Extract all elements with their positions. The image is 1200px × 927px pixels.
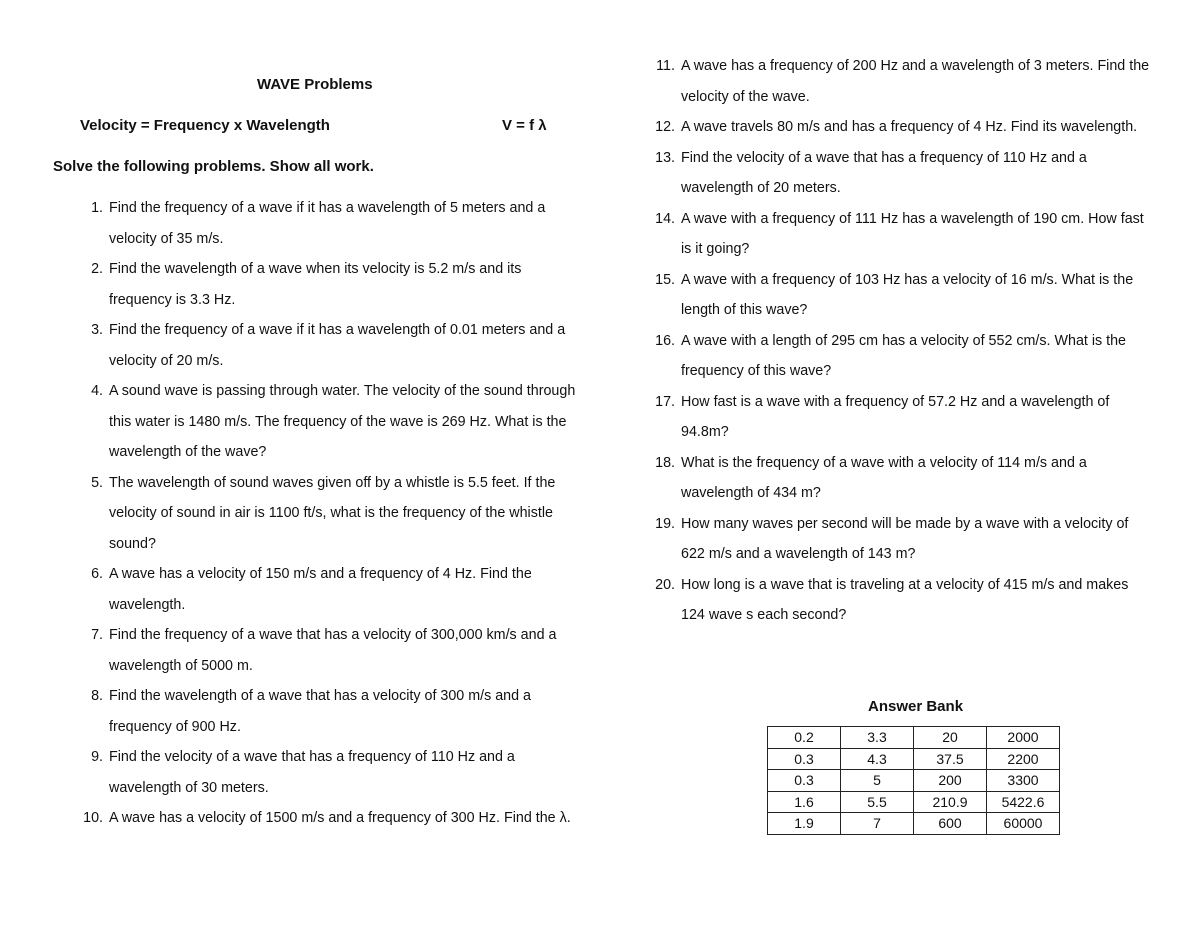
- problem-number: 10.: [83, 810, 103, 826]
- problem-number: 16.: [655, 332, 675, 349]
- table-cell: 60000: [987, 813, 1060, 835]
- problem-number: 6.: [91, 566, 103, 582]
- problem-item: [81, 468, 581, 560]
- instructions: Solve the following problems. Show all work.: [53, 158, 374, 175]
- problem-number: 20.: [655, 576, 675, 593]
- problem-item: [81, 559, 581, 620]
- problem-text: A wave has a velocity of 1500 m/s and a frequency of 300 Hz. Find the λ.: [109, 810, 571, 826]
- table-cell: 3300: [987, 770, 1060, 792]
- table-cell: 0.3: [768, 770, 841, 792]
- problem-number: 7.: [91, 627, 103, 643]
- problem-text: A wave with a frequency of 111 Hz has a wavelength of 190 cm. How fast is it going?: [681, 210, 1144, 257]
- table-cell: 7: [841, 813, 914, 835]
- problem-item: [81, 376, 581, 468]
- table-cell: 1.6: [768, 791, 841, 813]
- problem-text: How long is a wave that is traveling at a velocity of 415 m/s and makes 124 wave s each second?: [681, 576, 1129, 623]
- table-row: [768, 791, 1060, 813]
- problem-text: A sound wave is passing through water. The velocity of the sound through this water is 1480 m/s. The frequency of the wave is 269 Hz. What is the wavelength of the wave?: [109, 383, 576, 460]
- problem-number: 1.: [91, 200, 103, 216]
- problem-number: 4.: [91, 383, 103, 399]
- problem-text: Find the velocity of a wave that has a frequency of 110 Hz and a wavelength of 20 meters.: [681, 149, 1087, 196]
- problem-list-right: [653, 51, 1153, 631]
- problem-text: What is the frequency of a wave with a velocity of 114 m/s and a wavelength of 434 m?: [681, 454, 1087, 501]
- problem-text: Find the frequency of a wave that has a velocity of 300,000 km/s and a wavelength of 5000 m.: [109, 627, 557, 674]
- problem-item: [81, 254, 581, 315]
- formula-symbol: V = f λ: [502, 117, 547, 134]
- problem-item: [653, 387, 1153, 448]
- problem-text: Find the wavelength of a wave that has a velocity of 300 m/s and a frequency of 900 Hz.: [109, 688, 532, 735]
- table-cell: 210.9: [914, 791, 987, 813]
- problem-item: [81, 803, 581, 834]
- problem-number: 2.: [91, 261, 103, 277]
- table-cell: 600: [914, 813, 987, 835]
- problem-text: A wave has a velocity of 150 m/s and a frequency of 4 Hz. Find the wavelength.: [109, 566, 532, 613]
- problem-number: 17.: [655, 393, 675, 410]
- problem-number: 13.: [655, 149, 675, 166]
- problem-text: A wave travels 80 m/s and has a frequency of 4 Hz. Find its wavelength.: [681, 119, 1138, 135]
- answer-bank-title: Answer Bank: [868, 698, 964, 715]
- problem-number: 5.: [91, 474, 103, 491]
- formula-label: Velocity = Frequency x Wavelength: [80, 117, 330, 134]
- problem-text: Find the frequency of a wave if it has a wavelength of 5 meters and a velocity of 35 m/s.: [109, 200, 546, 247]
- problem-item: [81, 620, 581, 681]
- problem-number: 19.: [655, 515, 675, 532]
- table-cell: 0.3: [768, 748, 841, 770]
- problem-number: 18.: [655, 454, 675, 471]
- problem-text: Find the frequency of a wave if it has a wavelength of 0.01 meters and a velocity of 20 m/s.: [109, 322, 566, 369]
- problem-number: 15.: [655, 271, 675, 288]
- problem-text: Find the wavelength of a wave when its velocity is 5.2 m/s and its frequency is 3.3 Hz.: [109, 261, 522, 308]
- page-title: WAVE Problems: [257, 76, 373, 93]
- problem-number: 12.: [655, 119, 675, 135]
- problem-item: [81, 681, 581, 742]
- table-cell: 20: [914, 727, 987, 749]
- table-row: [768, 813, 1060, 835]
- problem-item: [81, 193, 581, 254]
- problem-text: A wave with a frequency of 103 Hz has a velocity of 16 m/s. What is the length of this wave?: [681, 271, 1134, 318]
- answer-bank-table: [767, 726, 1060, 835]
- problem-item: [653, 51, 1153, 112]
- problem-text: How many waves per second will be made by a wave with a velocity of 622 m/s and a wavelength of 143 m?: [681, 515, 1129, 562]
- table-cell: 5422.6: [987, 791, 1060, 813]
- table-row: [768, 727, 1060, 749]
- problem-text: A wave has a frequency of 200 Hz and a wavelength of 3 meters. Find the velocity of the wave.: [681, 58, 1150, 105]
- problem-text: The wavelength of sound waves given off by a whistle is 5.5 feet. If the velocity of sound in air is 1100 ft/s, what is the frequency of the whistle sound?: [109, 474, 556, 552]
- problem-text: How fast is a wave with a frequency of 57.2 Hz and a wavelength of 94.8m?: [681, 393, 1110, 440]
- table-cell: 2200: [987, 748, 1060, 770]
- table-cell: 2000: [987, 727, 1060, 749]
- problem-item: [653, 448, 1153, 509]
- problem-item: [653, 265, 1153, 326]
- problem-number: 11.: [656, 58, 675, 74]
- problem-text: Find the velocity of a wave that has a frequency of 110 Hz and a wavelength of 30 meters.: [109, 749, 515, 796]
- table-row: [768, 770, 1060, 792]
- table-cell: 4.3: [841, 748, 914, 770]
- problem-number: 9.: [91, 749, 103, 765]
- problem-item: [653, 326, 1153, 387]
- problem-text: A wave with a length of 295 cm has a velocity of 552 cm/s. What is the frequency of this wave?: [681, 332, 1127, 379]
- problem-item: [81, 315, 581, 376]
- problem-number: 3.: [91, 322, 103, 338]
- table-cell: 0.2: [768, 727, 841, 749]
- problem-list-left: [81, 193, 581, 834]
- table-cell: 5: [841, 770, 914, 792]
- problem-item: [81, 742, 581, 803]
- problem-item: [653, 570, 1153, 631]
- problem-item: [653, 112, 1153, 143]
- table-cell: 1.9: [768, 813, 841, 835]
- problem-item: [653, 204, 1153, 265]
- table-cell: 200: [914, 770, 987, 792]
- problem-item: [653, 509, 1153, 570]
- problem-number: 14.: [655, 210, 675, 227]
- problem-number: 8.: [91, 688, 103, 704]
- table-cell: 3.3: [841, 727, 914, 749]
- table-cell: 5.5: [841, 791, 914, 813]
- table-cell: 37.5: [914, 748, 987, 770]
- problem-item: [653, 143, 1153, 204]
- table-row: [768, 748, 1060, 770]
